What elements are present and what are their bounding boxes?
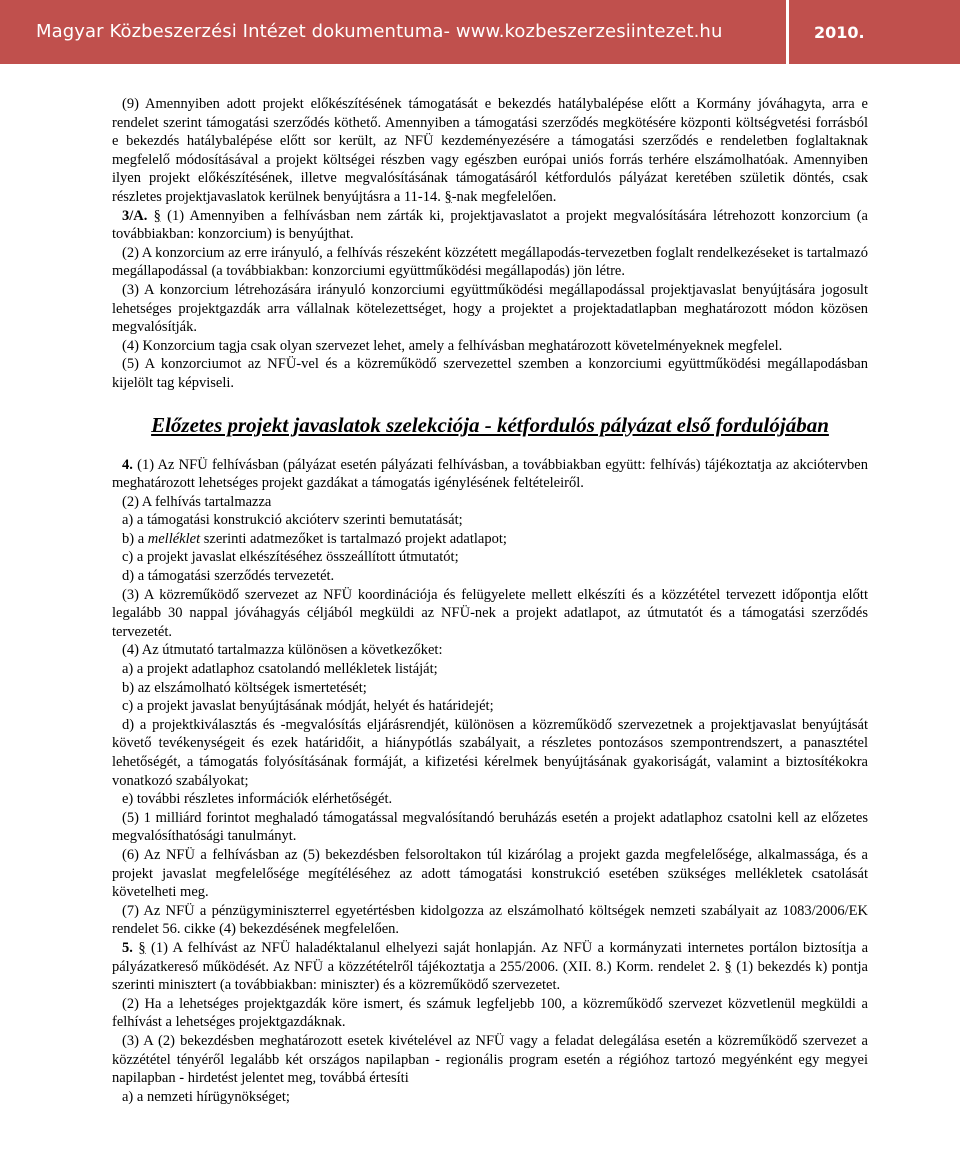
list-item: a) a támogatási konstrukció akcióterv szerinti bemutatását; bbox=[122, 512, 463, 529]
list-item: a) a nemzeti hírügynökséget; bbox=[122, 1088, 290, 1105]
section-3a-2: (2) A konzorcium az erre irányuló, a felhívás részeként közzétett megállapodás-tervezetben foglalt rendelkezéseket is tartalmazó megállapodással (a továbbiakban: konzorciumi együttműködési megállapodás) jön létre. bbox=[112, 244, 868, 280]
paragraph-text: (1) Az NFÜ felhívásban (pályázat esetén pályázati felhívásban, a továbbiakban együtt: felhívás) tájékoztatja az akciótervben meghatározott lehetséges projekt gazdákat a támogatás igénylésének feltételeiről. bbox=[112, 456, 868, 492]
list-item: a) a projekt adatlaphoz csatolandó mellékletek listáját; bbox=[122, 661, 438, 678]
section-3a-3: (3) A konzorcium létrehozására irányuló konzorciumi együttműködési megállapodással projektjavaslat benyújtására jogosult lehetséges projektgazdák arra vállalnak kötelezettséget, hogy a projektet a projektadatlapban meghatározott módon közösen megvalósítják. bbox=[112, 281, 868, 336]
section-sign-link[interactable]: § bbox=[153, 207, 161, 224]
section-3a-1 bbox=[112, 207, 868, 244]
page-header bbox=[0, 0, 960, 64]
header-year: 2010. bbox=[814, 23, 865, 42]
section-sign-link[interactable]: § bbox=[724, 958, 732, 975]
section-4-1 bbox=[112, 456, 868, 493]
section-4-4: (4) Az útmutató tartalmazza különösen a következőket: bbox=[122, 642, 443, 659]
paragraph-text: szerinti adatmezőket is tartalmazó projekt adatlapot; bbox=[200, 530, 507, 547]
list-item: e) további részletes információk elérhetőségét. bbox=[122, 791, 393, 808]
section-number: 3/A. bbox=[122, 207, 148, 224]
section-4-5: (5) 1 milliárd forintot meghaladó támogatással megvalósítandó beruházás esetén a projekt adatlaphoz csatolni kell az előzetes megvalósíthatósági tanulmányt. bbox=[112, 809, 868, 845]
section-3a-4: (4) Konzorcium tagja csak olyan szervezet lehet, amely a felhívásban meghatározott követelményeknek megfelel. bbox=[122, 337, 783, 354]
section-number: 5. bbox=[122, 939, 133, 956]
paragraph-text: b) a bbox=[122, 530, 148, 547]
document-body bbox=[112, 95, 868, 1106]
paragraph-text: (1) Amennyiben a felhívásban nem zárták ki, projektjavaslatot a projekt megvalósítására létrehozott konzorcium (a továbbiakban: konzorcium) is benyújthat. bbox=[112, 207, 868, 243]
paragraph-9 bbox=[112, 95, 868, 207]
list-item: d) a projektkiválasztás és -megvalósítás eljárásrendjét, különösen a közreműködő szervezetnek a projektjavaslat benyújtását követő tevékenységeit és ezek határidőit, a hiánypótlás szabályait, a részletes pontozásos szempontrendszert, a panasztétel lehetőségét, a támogatás folyósításának formáját, a kifizetési kérelmek benyújtásának gyakoriságát, valamint a biztosítékokra vonatkozó szabályokat; bbox=[112, 716, 868, 789]
section-4-7: (7) Az NFÜ a pénzügyminiszterrel egyetértésben kidolgozza az elszámolható költségek nemzeti szabályait az 1083/2006/EK rendelet 56. cikke (4) bekezdésének megfelelően. bbox=[112, 902, 868, 938]
section-5-2: (2) Ha a lehetséges projektgazdák köre ismert, és számuk legfeljebb 100, a közreműködő szervezet közvetlenül megküldi a felhívást a lehetséges projektgazdáknak. bbox=[112, 995, 868, 1031]
list-item: c) a projekt javaslat elkészítéséhez összeállított útmutatót; bbox=[122, 549, 459, 566]
list-item: b) az elszámolható költségek ismertetését; bbox=[122, 679, 367, 696]
section-3a-5: (5) A konzorciumot az NFÜ-vel és a közreműködő szervezettel szemben a konzorciumi együttműködési megállapodásban kijelölt tag képviseli. bbox=[112, 356, 868, 391]
section-4-6: (6) Az NFÜ a felhívásban az (5) bekezdésben felsoroltakon túl kizárólag a projekt gazda megfelelősége, alkalmassága, és a projekt javaslat megfelelősége megítéléséhez az adott támogatási konstrukció esetében szükséges mellékletek csatolását követelheti meg. bbox=[112, 846, 868, 901]
section-sign-link[interactable]: § bbox=[138, 939, 146, 956]
section-sign-link[interactable]: § bbox=[444, 188, 452, 205]
paragraph-text: (1) A felhívást az NFÜ haladéktalanul elhelyezi saját honlapján. Az NFÜ a kormányzati internetes portálon biztosítja a pályázatkereső működését. Az NFÜ a közzétételről tájékoztatja a 255/2006. (XII. 8.) Korm. rendelet 2. bbox=[112, 939, 869, 975]
paragraph-text: (1) bekezdés k) pontja szerinti minisztert (a továbbiakban: miniszter) és a közreműködő szervezetet. bbox=[112, 958, 868, 994]
list-item: c) a projekt javaslat benyújtásának módját, helyét és határidejét; bbox=[122, 698, 494, 715]
section-5-1 bbox=[112, 939, 868, 995]
paragraph-text: (9) Amennyiben adott projekt előkészítésének támogatását e bekezdés hatálybalépése előtt a Kormány jóváhagyta, arra e rendelet szerint támogatási szerződés köthető. Amennyiben a támogatási szerződés megkötésére központi költségvetési forrásból e bekezdés hatálybalépése előtt sor került, az NFÜ kezdeményezésére a támogatási szerződés e rendeletben foglaltaknak megfelelő módosításával a projekt költségei részben vagy egészben európai uniós forrás terhére elszámolhatóak. Amennyiben ilyen projekt előkészítésének, illetve megvalósításának támogatásáról kétfordulós pályázat keretében születik döntés, csak részletes projektjavaslatok kerülnek benyújtásra a 11-14. bbox=[112, 96, 868, 205]
list-item bbox=[112, 530, 868, 549]
section-heading: Előzetes projekt javaslatok szelekciója - kétfordulós pályázat első fordulójában bbox=[151, 412, 829, 437]
section-5-3: (3) A (2) bekezdésben meghatározott esetek kivételével az NFÜ vagy a feladat delegálása esetén a közreműködő szervezet a közzététel tényéről legalább két országos napilapban - regionális program esetén a régióhoz tartozó megyénként egy megyei napilapban - hirdetést jelentet meg, továbbá értesíti bbox=[112, 1032, 868, 1087]
header-divider bbox=[786, 0, 789, 64]
header-title: Magyar Közbeszerzési Intézet dokumentuma- www.kozbeszerzesiintezet.hu bbox=[36, 21, 723, 42]
italic-term: melléklet bbox=[147, 530, 201, 547]
section-4-3: (3) A közreműködő szervezet az NFÜ koordinációja és felügyelete mellett elkészíti és a közzététel tervezett időpontja előtt legalább 30 nappal jóváhagyás céljából megküldi az NFÜ-nek a projekt adatlapot, az útmutatót és a támogatási szerződés tervezetét. bbox=[112, 586, 868, 640]
list-item: d) a támogatási szerződés tervezetét. bbox=[122, 568, 335, 585]
section-4-2: (2) A felhívás tartalmazza bbox=[122, 493, 272, 510]
paragraph-text: -nak megfelelően. bbox=[451, 188, 557, 205]
section-number: 4. bbox=[122, 456, 133, 473]
